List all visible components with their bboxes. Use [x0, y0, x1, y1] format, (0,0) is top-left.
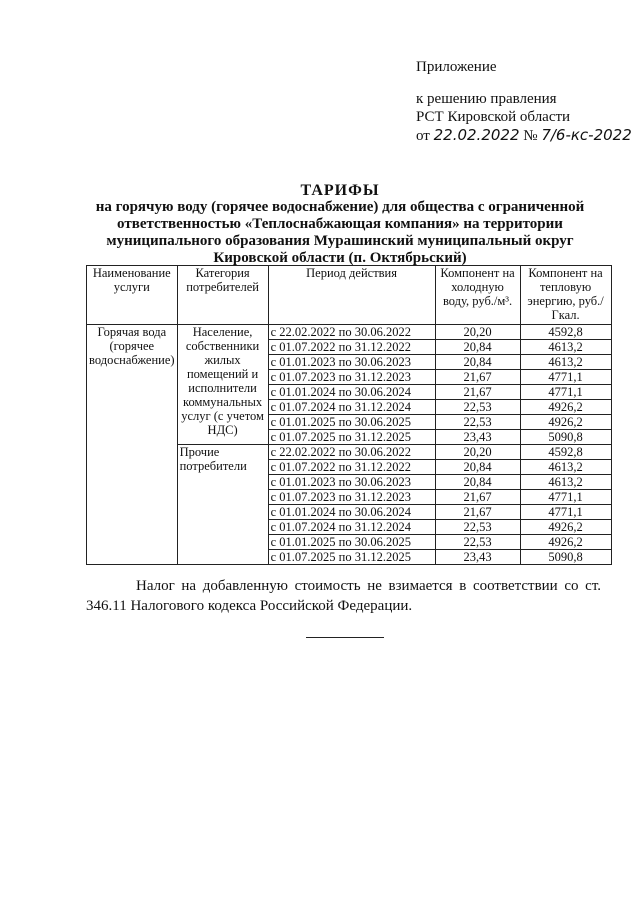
period-cell: с 01.01.2024 по 30.06.2024	[268, 385, 435, 400]
cold-component-cell: 21,67	[435, 505, 520, 520]
cold-component-cell: 22,53	[435, 415, 520, 430]
period-cell: с 01.07.2023 по 31.12.2023	[268, 370, 435, 385]
appendix-line-2: РСТ Кировской области	[416, 109, 571, 125]
heat-component-cell: 4613,2	[520, 460, 611, 475]
heat-component-cell: 4926,2	[520, 400, 611, 415]
heat-component-cell: 4771,1	[520, 490, 611, 505]
heat-component-cell: 4613,2	[520, 355, 611, 370]
number-sign: №	[523, 128, 538, 144]
header-cold-component: Компонент на холодную воду, руб./м³.	[435, 266, 520, 325]
period-cell: с 01.07.2024 по 31.12.2024	[268, 400, 435, 415]
cold-component-cell: 20,84	[435, 460, 520, 475]
period-cell: с 01.01.2024 по 30.06.2024	[268, 505, 435, 520]
cold-component-cell: 21,67	[435, 490, 520, 505]
cold-component-cell: 20,84	[435, 340, 520, 355]
period-cell: с 01.07.2024 по 31.12.2024	[268, 520, 435, 535]
period-cell: с 22.02.2022 по 30.06.2022	[268, 325, 435, 340]
title-line-2: ответственностью «Теплоснабжающая компания» на территории	[117, 216, 563, 232]
cold-component-cell: 21,67	[435, 385, 520, 400]
cold-component-cell: 20,20	[435, 445, 520, 460]
heat-component-cell: 4613,2	[520, 340, 611, 355]
category-cell: Население, собственники жилых помещений и исполнители коммунальных услуг (с учетом НДС)	[177, 325, 268, 445]
period-cell: с 01.01.2023 по 30.06.2023	[268, 475, 435, 490]
appendix-label: Приложение	[416, 59, 497, 75]
cold-component-cell: 23,43	[435, 550, 520, 565]
title-line-4: Кировской области (п. Октябрьский)	[213, 250, 467, 266]
period-cell: с 01.07.2025 по 31.12.2025	[268, 550, 435, 565]
heat-component-cell: 4926,2	[520, 415, 611, 430]
cold-component-cell: 20,84	[435, 475, 520, 490]
period-cell: с 01.01.2025 по 30.06.2025	[268, 535, 435, 550]
header-category: Категория потребителей	[177, 266, 268, 325]
header-heat-component: Компонент на тепловую энергию, руб./Гкал.	[520, 266, 611, 325]
date-prefix: от	[416, 128, 430, 144]
heat-component-cell: 4771,1	[520, 370, 611, 385]
table-body	[87, 325, 612, 565]
cold-component-cell: 22,53	[435, 535, 520, 550]
tariff-table	[86, 265, 612, 565]
heat-component-cell: 4771,1	[520, 505, 611, 520]
table-header-row	[87, 266, 612, 325]
heat-component-cell: 5090,8	[520, 430, 611, 445]
table-row	[87, 325, 612, 340]
heat-component-cell: 4592,8	[520, 445, 611, 460]
heat-component-cell: 4613,2	[520, 475, 611, 490]
category-cell: Прочие потребители	[177, 445, 268, 565]
title-line-1: на горячую воду (горячее водоснабжение) для общества с ограниченной	[95, 199, 585, 215]
appendix-block	[416, 58, 632, 145]
heat-component-cell: 4592,8	[520, 325, 611, 340]
cold-component-cell: 22,53	[435, 400, 520, 415]
cold-component-cell: 20,20	[435, 325, 520, 340]
handwritten-date: 22.02.2022	[433, 126, 520, 144]
heat-component-cell: 4926,2	[520, 520, 611, 535]
cold-component-cell: 23,43	[435, 430, 520, 445]
cold-component-cell: 22,53	[435, 520, 520, 535]
document-title	[70, 182, 610, 267]
appendix-date-line	[416, 126, 632, 145]
period-cell: с 01.01.2025 по 30.06.2025	[268, 415, 435, 430]
cold-component-cell: 20,84	[435, 355, 520, 370]
heat-component-cell: 4771,1	[520, 385, 611, 400]
period-cell: с 22.02.2022 по 30.06.2022	[268, 445, 435, 460]
closing-rule	[306, 637, 384, 638]
header-service: Наименование услуги	[87, 266, 178, 325]
period-cell: с 01.07.2025 по 31.12.2025	[268, 430, 435, 445]
appendix-line-1: к решению правления	[416, 91, 557, 107]
period-cell: с 01.07.2022 по 31.12.2022	[268, 460, 435, 475]
service-name-cell: Горячая вода (горячее водоснабжение)	[87, 325, 178, 565]
handwritten-number: 7/6-кс-2022	[541, 126, 632, 144]
period-cell: с 01.07.2022 по 31.12.2022	[268, 340, 435, 355]
vat-note: Налог на добавленную стоимость не взимается в соответствии со ст. 346.11 Налогового кодекса Российской Федерации.	[86, 578, 601, 614]
cold-component-cell: 21,67	[435, 370, 520, 385]
heat-component-cell: 4926,2	[520, 535, 611, 550]
title-line-3: муниципального образования Мурашинский муниципальный округ	[106, 233, 574, 249]
header-period: Период действия	[268, 266, 435, 325]
title-heading: ТАРИФЫ	[300, 182, 380, 199]
period-cell: с 01.07.2023 по 31.12.2023	[268, 490, 435, 505]
period-cell: с 01.01.2023 по 30.06.2023	[268, 355, 435, 370]
heat-component-cell: 5090,8	[520, 550, 611, 565]
